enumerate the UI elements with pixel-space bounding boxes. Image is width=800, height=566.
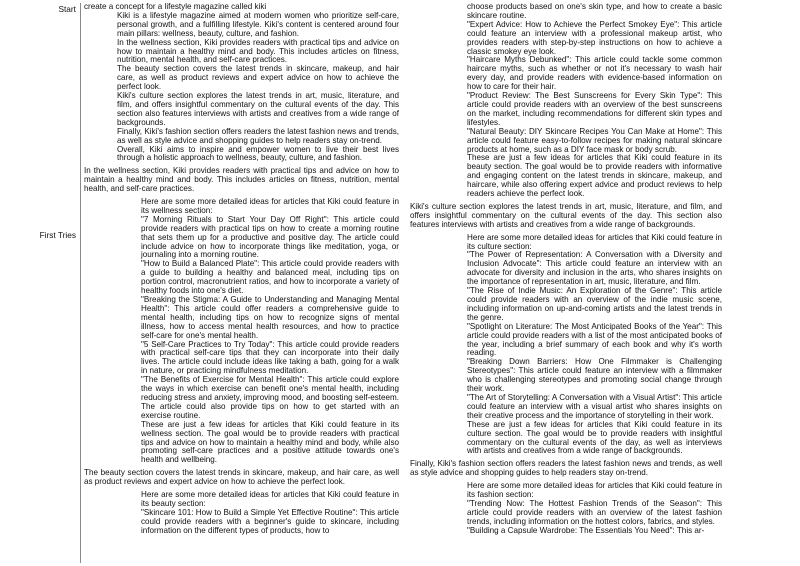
beauty-paragraph: These are just a few ideas for articles that Kiki could feature in its beauty section. The goal would be to provide readers with informative and engaging content on the latest trends in skincare, makeup, and haircare, while also offering expert advice and product reviews to help readers achieve the perfect look. bbox=[467, 153, 722, 199]
wellness-paragraph: "7 Morning Rituals to Start Your Day Off Right": This article could provide readers with practical tips on how to create a morning routine that sets them up for a productive and positive day. The article could include advice on how to incorporate things like meditation, yoga, or journaling into a morning routine. bbox=[141, 214, 399, 260]
beauty-paragraph: "Skincare 101: How to Build a Simple Yet Effective Routine": This article could provide readers with a beginner's guide to skincare, including information on the different types of products, how to bbox=[141, 507, 399, 535]
fashion-prompt: Finally, Kiki's fashion section offers readers the latest fashion news and trends, as well as style advice and shopping guides to help readers stay on-trend. bbox=[410, 459, 722, 478]
initial-prompt: create a concept for a lifestyle magazine called kiki bbox=[84, 2, 267, 11]
wellness-paragraph: "5 Self-Care Practices to Try Today": This article could provide readers with practical self-care tips that they can incorporate into their daily lives. The article could include ideas like taking a bath, going for a walk in nature, or practicing mindfulness meditation. bbox=[141, 339, 399, 376]
culture-paragraph: These are just a few ideas for articles that Kiki could feature in its culture section. The goal would be to provide readers with insightful commentary on the cultural events of the day, as well as interviews with artists and creatives from a wide range of backgrounds. bbox=[467, 419, 722, 456]
beauty-paragraph: "Haircare Myths Debunked": This article could tackle some common haircare myths, such as whether or not it's necessary to wash hair every day, and provide readers with evidence-based information on how to care for their hair. bbox=[467, 55, 722, 92]
concept-paragraph: The beauty section covers the latest trends in skincare, makeup, and hair care, as well as product reviews and expert advice on how to achieve the perfect look. bbox=[117, 64, 399, 92]
culture-paragraph: Here are some more detailed ideas for articles that Kiki could feature in its culture section: bbox=[467, 232, 722, 251]
culture-paragraph: "The Rise of Indie Music: An Exploration of the Genre": This article could provide readers with an overview of the indie music scene, including information on up-and-coming artists and the latest trends in the genre. bbox=[467, 286, 722, 322]
fashion-paragraph: "Building a Capsule Wardrobe: The Essentials You Need": This ar- bbox=[467, 525, 705, 535]
beauty-prompt: The beauty section covers the latest trends in skincare, makeup, and hair care, as well as product reviews and expert advice on how to achieve the perfect look. bbox=[84, 468, 399, 487]
concept-paragraph: Kiki is a lifestyle magazine aimed at modern women who prioritize self-care, personal growth, and a fulfilling lifestyle. Kiki's content is centered around four main pillars: wellness, beauty, culture, and fashion. bbox=[117, 10, 399, 38]
beauty-paragraph: choose products based on one's skin type, and how to create a basic skincare routine. bbox=[467, 2, 722, 20]
culture-paragraph: "Spotlight on Literature: The Most Anticipated Books of the Year": This article could provide readers with a list of the most anticipated books of the year, including a brief summary of each book and why it's worth reading. bbox=[467, 321, 722, 358]
culture-paragraph: "The Power of Representation: A Conversation with a Diversity and Inclusion Advocate": This article could feature an interview with an advocate for diversity and inclusion in the arts, who shares insights on the importance of representation in art, music, literature, and film. bbox=[467, 250, 722, 287]
beauty-paragraph: "Expert Advice: How to Achieve the Perfect Smokey Eye": This article could feature an interview with a professional makeup artist, who provides readers with step-by-step instructions on how to achieve a classic smokey eye look. bbox=[467, 19, 722, 56]
wellness-paragraph: Here are some more detailed ideas for articles that Kiki could feature in its wellness section: bbox=[141, 197, 399, 215]
section-label-start: Start bbox=[58, 4, 76, 14]
beauty-paragraph: "Product Review: The Best Sunscreens for Every Skin Type": This article could provide readers with an overview of the best sunscreens on the market, including recommendations for different skin types and lifestyles. bbox=[467, 91, 722, 127]
left-column bbox=[84, 3, 399, 536]
wellness-paragraph: These are just a few ideas for articles that Kiki could feature in its wellness section. The goal would be to provide readers with practical tips and advice on how to maintain a healthy mind and body, while also promoting self-care practices and a positive attitude towards one's health and wellbeing. bbox=[141, 419, 399, 465]
wellness-paragraph: "The Benefits of Exercise for Mental Health": This article could explore the ways in which exercise can benefit one's mental health, including reducing stress and anxiety, improving mood, and boosting self-esteem. The article could also provide tips on how to get started with an exercise routine. bbox=[141, 375, 399, 420]
concept-paragraph: Kiki's culture section explores the latest trends in art, music, literature, and film, and offers insightful commentary on the cultural events of the day. This section also features interviews with artists and creatives from a wide range of backgrounds. bbox=[117, 91, 399, 127]
concept-paragraph: Finally, Kiki's fashion section offers readers the latest fashion news and trends, as well as style advice and shopping guides to help readers stay on-trend. bbox=[117, 126, 399, 145]
wellness-paragraph: "Breaking the Stigma: A Guide to Understanding and Managing Mental Health": This article could offer readers a comprehensive guide to mental health, including tips on how to recognize signs of mental illness, how to access mental health resources, and how to practice self-care for one's mental health. bbox=[141, 295, 399, 340]
column-divider bbox=[80, 3, 81, 563]
culture-paragraph: "The Art of Storytelling: A Conversation with a Visual Artist": This article could feature an interview with a visual artist who shares insights on their creative process and the importance of storytelling in their work. bbox=[467, 392, 722, 420]
wellness-paragraph: "How to Build a Balanced Plate": This article could provide readers with a guide to building a healthy and balanced meal, including tips on portion control, macronutrient ratios, and how to incorporate a variety of healthy foods into one's diet. bbox=[141, 259, 399, 296]
culture-paragraph: "Breaking Down Barriers: How One Filmmaker is Challenging Stereotypes": This article could feature an interview with a filmmaker who is challenging stereotypes and promoting social change through their work. bbox=[467, 357, 722, 394]
wellness-prompt: In the wellness section, Kiki provides readers with practical tips and advice on how to maintain a healthy mind and body. This includes articles on fitness, nutrition, mental health, and self-care practices. bbox=[84, 166, 399, 194]
concept-paragraph: Overall, Kiki aims to inspire and empower women to live their best lives through a holistic approach to wellness, beauty, culture, and fashion. bbox=[117, 144, 399, 163]
beauty-paragraph: Here are some more detailed ideas for articles that Kiki could feature in its beauty section: bbox=[141, 490, 399, 508]
beauty-paragraph: "Natural Beauty: DIY Skincare Recipes You Can Make at Home": This article could feature easy-to-follow recipes for making natural skincare products at home, such as a DIY face mask or body scrub. bbox=[467, 126, 722, 154]
fashion-paragraph: "Trending Now: The Hottest Fashion Trends of the Season": This article could provide readers with an overview of the latest fashion trends, including information on the hottest colors, fabrics, and styles. bbox=[467, 498, 722, 526]
concept-paragraph: In the wellness section, Kiki provides readers with practical tips and advice on how to maintain a healthy mind and body. This includes articles on fitness, nutrition, mental health, and self-care practices. bbox=[117, 37, 399, 65]
right-column bbox=[410, 3, 722, 536]
culture-prompt: Kiki's culture section explores the latest trends in art, music, literature, and film, and offers insightful commentary on the cultural events of the day. This section also features interviews with artists and creatives from a wide range of backgrounds. bbox=[410, 201, 722, 229]
section-label-first-tries: First Tries bbox=[39, 230, 76, 240]
fashion-paragraph: Here are some more detailed ideas for articles that Kiki could feature in its fashion section: bbox=[467, 481, 722, 500]
